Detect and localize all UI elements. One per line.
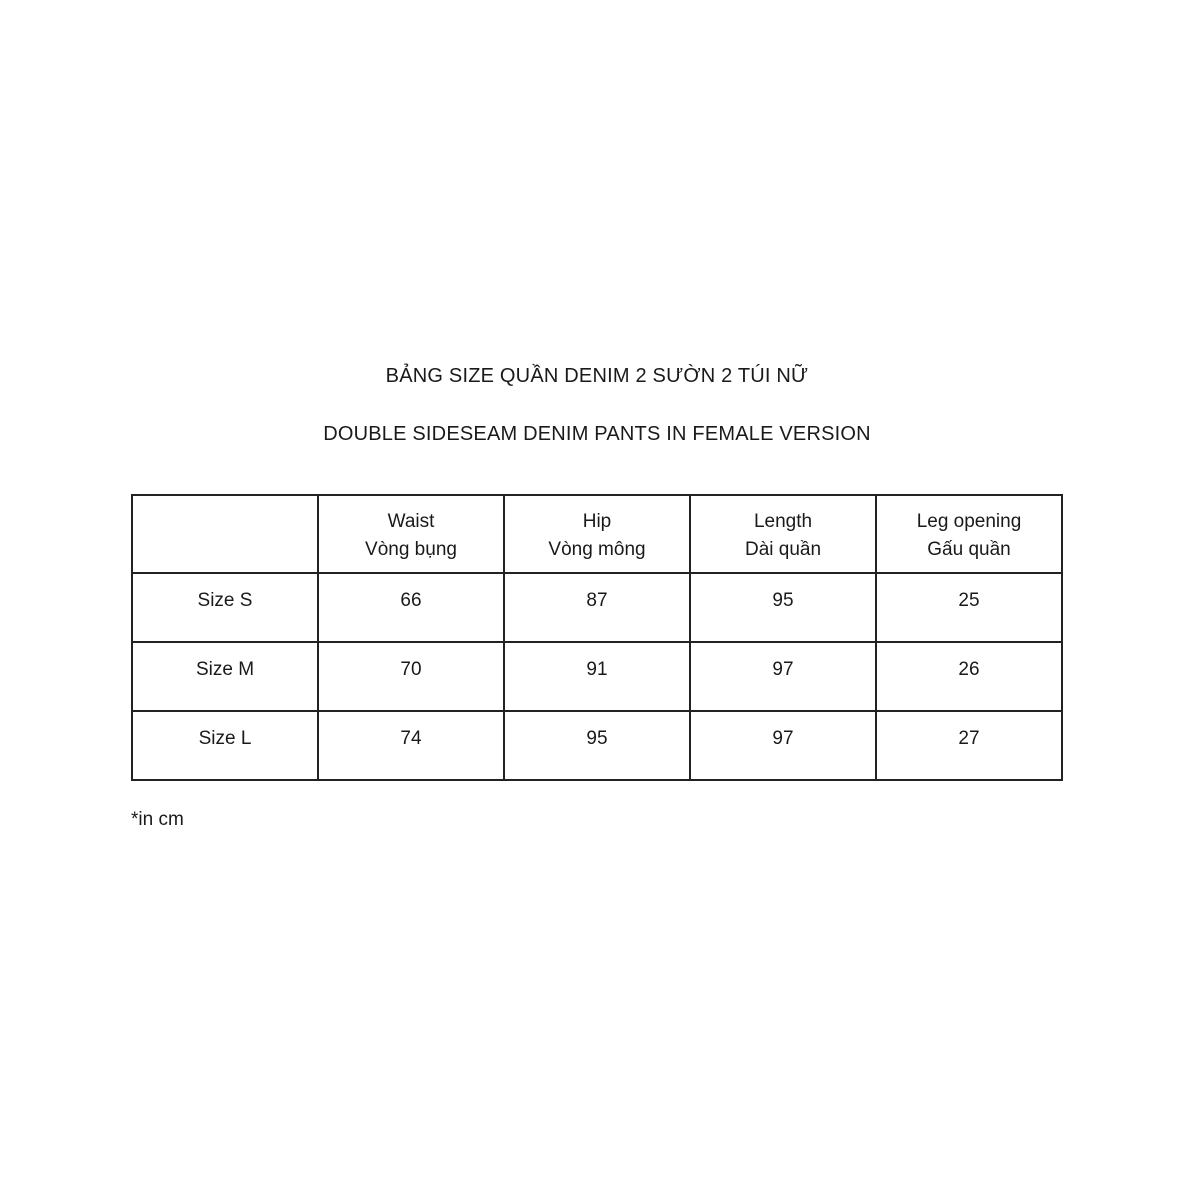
column-header-vi: Dài quần	[744, 539, 822, 560]
cell-length: 97	[690, 642, 876, 711]
column-header-vi: Gấu quần	[927, 539, 1011, 560]
cell-hip: 87	[504, 573, 690, 642]
cell-leg-opening: 27	[876, 711, 1062, 780]
column-header-en: Leg opening	[916, 511, 1022, 532]
unit-note: *in cm	[131, 809, 184, 830]
table-row-size-l	[132, 711, 1062, 780]
page-title-english: DOUBLE SIDESEAM DENIM PANTS IN FEMALE VERSION	[323, 423, 871, 445]
column-header-vi: Vòng mông	[548, 539, 646, 560]
table-row-size-s	[132, 573, 1062, 642]
cell-length: 95	[690, 573, 876, 642]
row-label: Size L	[132, 711, 318, 780]
size-chart-table	[131, 494, 1063, 781]
table-header-corner	[132, 495, 318, 573]
column-header-length	[690, 495, 876, 573]
table-row-size-m	[132, 642, 1062, 711]
cell-waist: 74	[318, 711, 504, 780]
page-title-vietnamese: BẢNG SIZE QUẦN DENIM 2 SƯỜN 2 TÚI NỮ	[385, 365, 809, 387]
table-header-row	[132, 495, 1062, 573]
cell-hip: 95	[504, 711, 690, 780]
column-header-waist	[318, 495, 504, 573]
cell-leg-opening: 26	[876, 642, 1062, 711]
column-header-en: Waist	[387, 511, 435, 532]
column-header-en: Length	[753, 511, 813, 532]
row-label: Size M	[132, 642, 318, 711]
column-header-vi: Vòng bụng	[365, 539, 457, 560]
cell-length: 97	[690, 711, 876, 780]
column-header-hip	[504, 495, 690, 573]
cell-leg-opening: 25	[876, 573, 1062, 642]
column-header-en: Hip	[582, 511, 612, 532]
cell-waist: 66	[318, 573, 504, 642]
cell-hip: 91	[504, 642, 690, 711]
column-header-leg-opening	[876, 495, 1062, 573]
row-label: Size S	[132, 573, 318, 642]
cell-waist: 70	[318, 642, 504, 711]
